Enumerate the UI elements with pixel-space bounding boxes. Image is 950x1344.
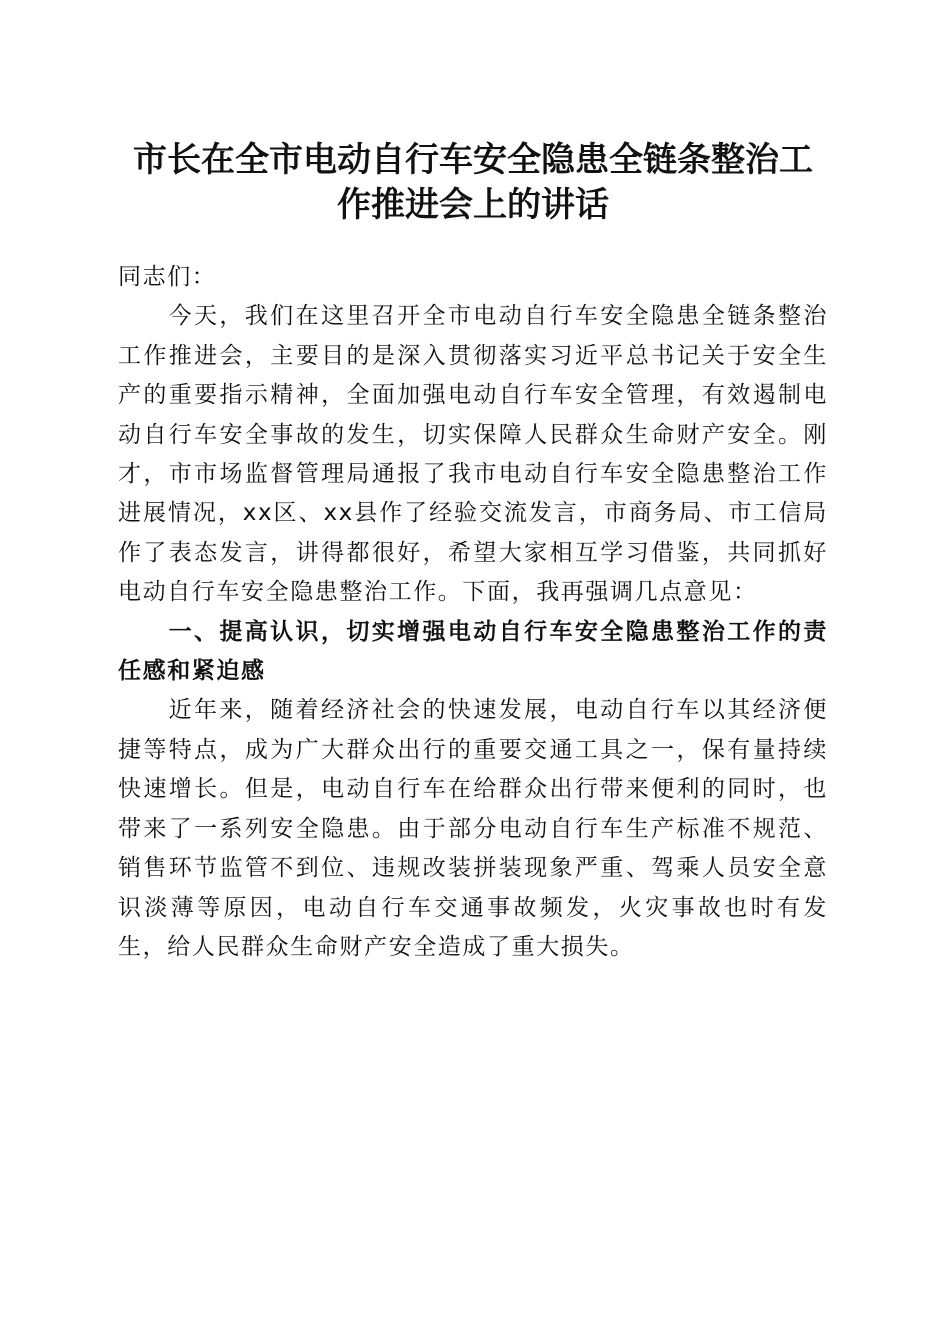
paragraph-section-1: 近年来，随着经济社会的快速发展，电动自行车以其经济便捷等特点，成为广大群众出行的重要交通工具之一，保有量持续快速增长。但是，电动自行车在给群众出行带来便利的同时，也带来了一系列安全隐患。由于部分电动自行车生产标准不规范、销售环节监管不到位、违规改装拼装现象严重、驾乘人员安全意识淡薄等原因，电动自行车交通事故频发，火灾事故也时有发生，给人民群众生命财产安全造成了重大损失。 [118, 697, 828, 960]
salutation: 同志们： [118, 264, 217, 290]
document-title-line2: 作推进会上的讲话 [337, 185, 609, 225]
document-body [118, 258, 828, 967]
section-heading-1: 一、提高认识，切实增强电动自行车安全隐患整治工作的责任感和紧迫感 [118, 618, 828, 685]
document-title-line1: 市长在全市电动自行车安全隐患全链条整治工 [133, 140, 813, 180]
document-title [108, 138, 838, 228]
paragraph-intro: 今天，我们在这里召开全市电动自行车安全隐患全链条整治工作推进会，主要目的是深入贯彻落实习近平总书记关于安全生产的重要指示精神，全面加强电动自行车安全管理，有效遏制电动自行车安全事故的发生，切实保障人民群众生命财产安全。刚才，市市场监督管理局通报了我市电动自行车安全隐患整治工作进展情况，xx区、xx县作了经验交流发言，市商务局、市工信局作了表态发言，讲得都很好，希望大家相互学习借鉴，共同抓好电动自行车安全隐患整治工作。下面，我再强调几点意见： [118, 303, 828, 606]
